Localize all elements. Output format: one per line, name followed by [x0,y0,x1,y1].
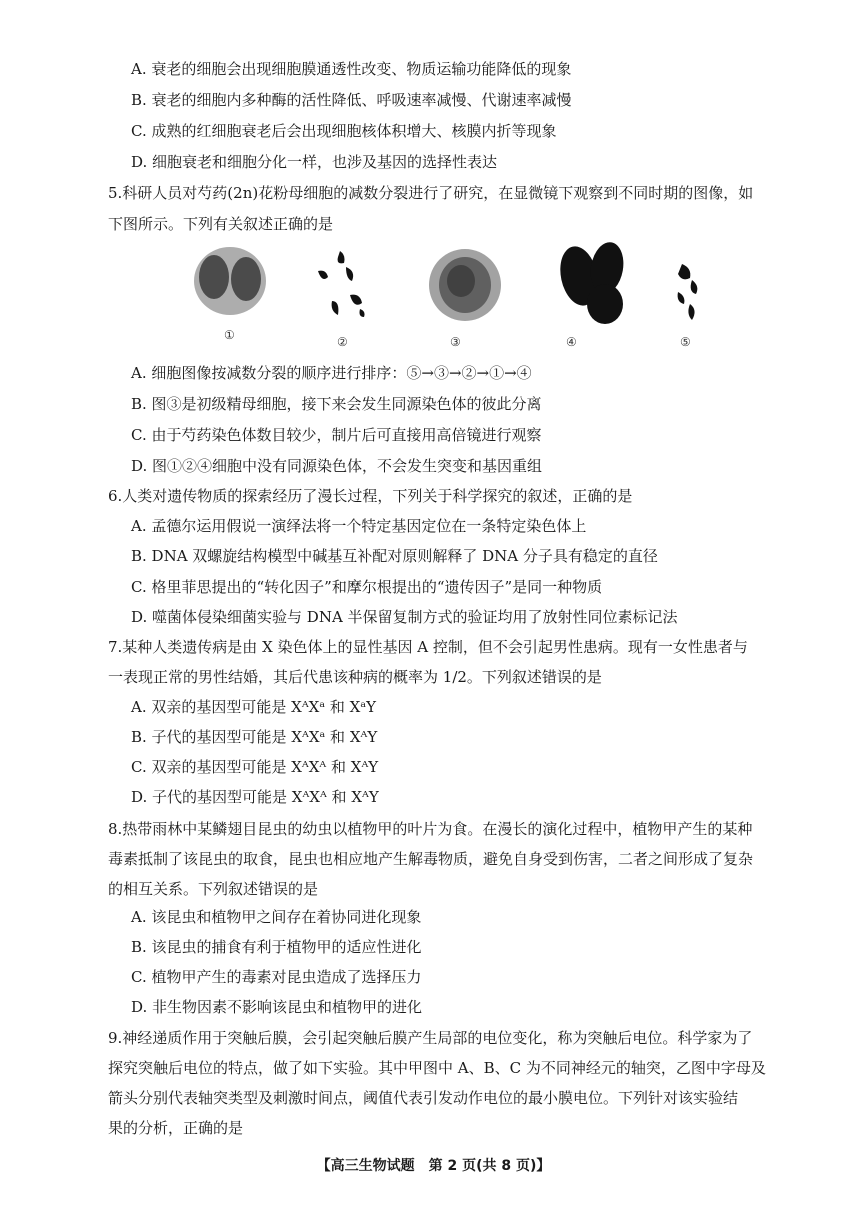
q9-stem-line3: 箭头分别代表轴突类型及刺激时间点，阈值代表引发动作电位的最小膜电位。下列针对该实验结 [108,1089,739,1107]
q4-option-b: B. 衰老的细胞内多种酶的活性降低、呼吸速率减慢、代谢速率减慢 [131,91,572,109]
q4-option-d: D. 细胞衰老和细胞分化一样，也涉及基因的选择性表达 [131,153,498,171]
micrograph-5 [668,258,708,328]
q7-stem-line2: 一表现正常的男性结婚，其后代患该种病的概率为 1/2。下列叙述错误的是 [108,668,602,686]
q7-option-a: A. 双亲的基因型可能是 XᴬXᵃ 和 XᵃY [131,698,377,716]
q7-option-d: D. 子代的基因型可能是 XᴬXᴬ 和 XᴬY [131,788,379,806]
q8-option-c: C. 植物甲产生的毒素对昆虫造成了选择压力 [131,968,422,986]
q6-stem: 6.人类对遗传物质的探索经历了漫长过程，下列关于科学探究的叙述，正确的是 [108,487,633,505]
q6-option-a: A. 孟德尔运用假说一演绎法将一个特定基因定位在一条特定染色体上 [131,517,587,535]
q8-stem-line1: 8.热带雨林中某鳞翅目昆虫的幼虫以植物甲的叶片为食。在漫长的演化过程中，植物甲产生的某种 [108,820,753,838]
q9-stem-line4: 果的分析，正确的是 [108,1119,244,1137]
q7-stem-line1: 7.某种人类遗传病是由 X 染色体上的显性基因 A 控制，但不会引起男性患病。现有一女性患者与 [108,638,748,656]
caption-1: ① [224,328,235,342]
q4-option-c: C. 成熟的红细胞衰老后会出现细胞核体积增大、核膜内折等现象 [131,122,557,140]
caption-3: ③ [450,335,461,349]
q5-option-c: C. 由于芍药染色体数目较少，制片后可直接用高倍镜进行观察 [131,426,542,444]
q5-stem-line1: 5.科研人员对芍药(2n)花粉母细胞的减数分裂进行了研究，在显微镜下观察到不同时期的图像，如 [108,184,754,202]
q5-option-a: A. 细胞图像按减数分裂的顺序进行排序：⑤→③→②→①→④ [131,364,532,382]
micrograph-3 [425,243,505,325]
q7-option-c: C. 双亲的基因型可能是 XᴬXᴬ 和 XᴬY [131,758,379,776]
q6-option-c: C. 格里菲思提出的“转化因子”和摩尔根提出的“遗传因子”是同一种物质 [131,578,603,596]
micrograph-1 [190,243,270,318]
q8-option-b: B. 该昆虫的捕食有利于植物甲的适应性进化 [131,938,422,956]
q8-option-a: A. 该昆虫和植物甲之间存在着协同进化现象 [131,908,422,926]
q9-stem-line2: 探究突触后电位的特点，做了如下实验。其中甲图中 A、B、C 为不同神经元的轴突，乙图中字母及 [108,1059,766,1077]
q6-option-b: B. DNA 双螺旋结构模型中碱基互补配对原则解释了 DNA 分子具有稳定的直径 [131,547,658,565]
caption-4: ④ [566,335,577,349]
caption-2: ② [337,335,348,349]
q8-option-d: D. 非生物因素不影响该昆虫和植物甲的进化 [131,998,423,1016]
q5-stem-line2: 下图所示。下列有关叙述正确的是 [108,215,334,233]
micrograph-4 [555,238,635,328]
q7-option-b: B. 子代的基因型可能是 XᴬXᵃ 和 XᴬY [131,728,378,746]
q4-option-a: A. 衰老的细胞会出现细胞膜通透性改变、物质运输功能降低的现象 [131,60,572,78]
q6-option-d: D. 噬菌体侵染细菌实验与 DNA 半保留复制方式的验证均用了放射性同位素标记法 [131,608,678,626]
q8-stem-line3: 的相互关系。下列叙述错误的是 [108,880,319,898]
caption-5: ⑤ [680,335,691,349]
q9-stem-line1: 9.神经递质作用于突触后膜，会引起突触后膜产生局部的电位变化，称为突触后电位。科学家为了 [108,1029,753,1047]
page-footer: 【高三生物试题 第 2 页(共 8 页)】 [316,1158,551,1174]
q8-stem-line2: 毒素抵制了该昆虫的取食，昆虫也相应地产生解毒物质，避免自身受到伤害，二者之间形成了复杂 [108,850,754,868]
q5-option-d: D. 图①②④细胞中没有同源染色体，不会发生突变和基因重组 [131,457,543,475]
q5-option-b: B. 图③是初级精母细胞，接下来会发生同源染色体的彼此分离 [131,395,542,413]
micrograph-2 [310,243,380,325]
